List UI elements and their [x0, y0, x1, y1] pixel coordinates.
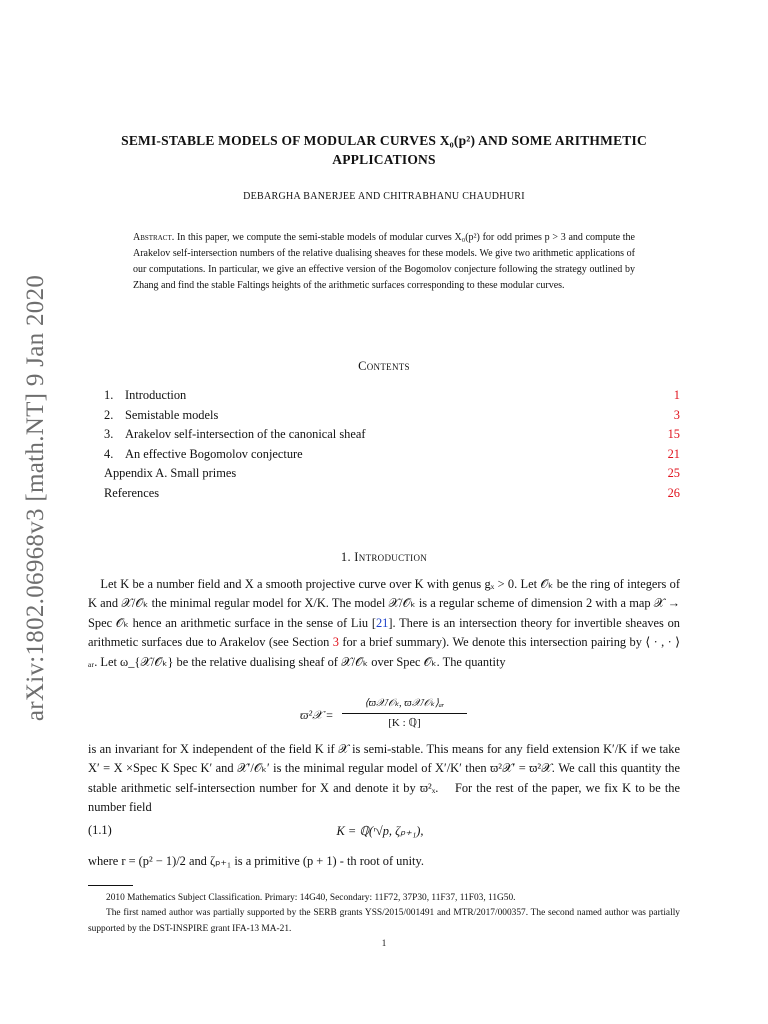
fraction-bar	[342, 713, 467, 714]
formula-lhs: ϖ²𝒳 =	[300, 708, 334, 722]
intro-paragraph-1	[88, 575, 680, 672]
toc-page-link[interactable]: 26	[667, 485, 680, 500]
toc-label: Arakelov self-intersection of the canonical sheaf	[125, 427, 366, 441]
toc-entry[interactable]	[104, 445, 680, 465]
toc-number: 1.	[104, 388, 114, 402]
toc-page-link[interactable]: 25	[667, 466, 680, 480]
arxiv-stamp	[18, 265, 54, 730]
para1-part-a: Let K be a number field and X a smooth projective curve over K with genus gₓ > 0. Let 𝒪ₖ be the ring of integers of K and 𝒳/𝒪ₖ the minimal regular model for X/K. The model 𝒳/𝒪ₖ is a regular scheme of dimension 2 with a map 𝒳 → Spec 𝒪ₖ hence an arithmetic surface in the sense of Liu [	[88, 577, 680, 630]
toc-entry[interactable]	[104, 425, 680, 445]
toc-entry[interactable]	[104, 464, 680, 484]
self-intersection-formula	[300, 697, 470, 737]
arxiv-identifier: arXiv:1802.06968v3 [math.NT] 9 Jan 2020	[22, 274, 49, 721]
equation-1-1: K = ℚ(ʳ√p, ζₚ₊₁),	[336, 824, 424, 838]
table-of-contents	[104, 386, 680, 503]
para1-part-b: ]. There is an intersection theory for invertible sheaves on arithmetic surfaces due to Arakelov (see Section	[88, 615, 680, 650]
toc-entry[interactable]	[104, 386, 680, 406]
section-heading: 1. Introduction	[340, 550, 428, 564]
authors: DEBARGHA BANERJEE AND CHITRABHANU CHAUDHURI	[243, 191, 525, 202]
title-line-1: SEMI-STABLE MODELS OF MODULAR CURVES X₀(p²) AND SOME ARITHMETIC	[121, 133, 647, 148]
toc-page-link[interactable]: 1	[673, 388, 680, 402]
toc-label: An effective Bogomolov conjecture	[125, 446, 303, 461]
abstract	[133, 230, 635, 294]
toc-page-link[interactable]: 15	[667, 427, 680, 441]
citation-link[interactable]: 21	[375, 615, 389, 630]
formula-numerator: ⟨ϖ𝒳/𝒪ₖ, ϖ𝒳/𝒪ₖ⟩ₐᵣ	[364, 698, 445, 709]
toc-entry[interactable]	[104, 484, 680, 504]
footnote-funding: The first named author was partially supported by the SERB grants YSS/2015/001491 and MTR/2017/000357. The second named author was partially supported by the DST-INSPIRE grant IFA-13 MA-21.	[88, 908, 680, 934]
footnote-divider	[88, 885, 133, 886]
toc-entry[interactable]	[104, 406, 680, 426]
formula-denominator: [K : ℚ]	[388, 717, 421, 729]
intro-paragraph-2: is an invariant for X independent of the field K if 𝒳 is semi-stable. This means for any field extension K′/K if we take X′ = X ×Spec K Spec K′ and 𝒳′/𝒪ₖ′ is the minimal regular model of X′/K′ then ϖ²𝒳′ = ϖ²𝒳. We call this quantity the stable arithmetic self-intersection number for X and denote it by ϖ²ₓ. For the rest of the paper, we fix K to be the number field	[88, 742, 680, 815]
toc-number: 3.	[104, 427, 114, 441]
intro-paragraph-3: where r = (p² − 1)/2 and ζₚ₊₁ is a primitive (p + 1) - th root of unity.	[88, 854, 424, 868]
toc-number: 4.	[104, 446, 114, 461]
section-link[interactable]: 3	[332, 635, 339, 650]
toc-label: Introduction	[125, 388, 187, 402]
paper-title	[88, 131, 680, 169]
equation-label: (1.1)	[88, 823, 112, 837]
toc-page-link[interactable]: 3	[673, 407, 680, 422]
abstract-text: In this paper, we compute the semi-stable models of modular curves X₀(p²) for odd primes p > 3 and compute the Arakelov self-intersection numbers of the relative dualising sheaves for these models. We give two arithmetic applications of our computations. In particular, we give an effective version of the Bogomolov conjecture following the strategy outlined by Zhang and find the stable Faltings heights of the arithmetic surfaces corresponding to these modular curves.	[133, 232, 635, 291]
page-number: 1	[381, 938, 387, 948]
toc-label: Semistable models	[125, 407, 219, 422]
title-line-2: APPLICATIONS	[332, 152, 436, 167]
footnote-msc: 2010 Mathematics Subject Classification. Primary: 14G40, Secondary: 11F72, 37P30, 11F37, 11F03, 11G50.	[106, 893, 516, 903]
para1-part-c: for a brief summary). We denote this intersection pairing by ⟨ · , · ⟩ₐᵣ. Let ω_{𝒳/𝒪ₖ} be the relative dualising sheaf of 𝒳/𝒪ₖ over Spec 𝒪ₖ. The quantity	[88, 635, 680, 669]
toc-label: References	[104, 485, 160, 500]
toc-label: Appendix A. Small primes	[104, 466, 237, 480]
toc-number: 2.	[104, 407, 114, 422]
toc-page-link[interactable]: 21	[667, 446, 680, 461]
contents-heading: Contents	[358, 359, 410, 373]
abstract-label: Abstract.	[133, 232, 175, 243]
